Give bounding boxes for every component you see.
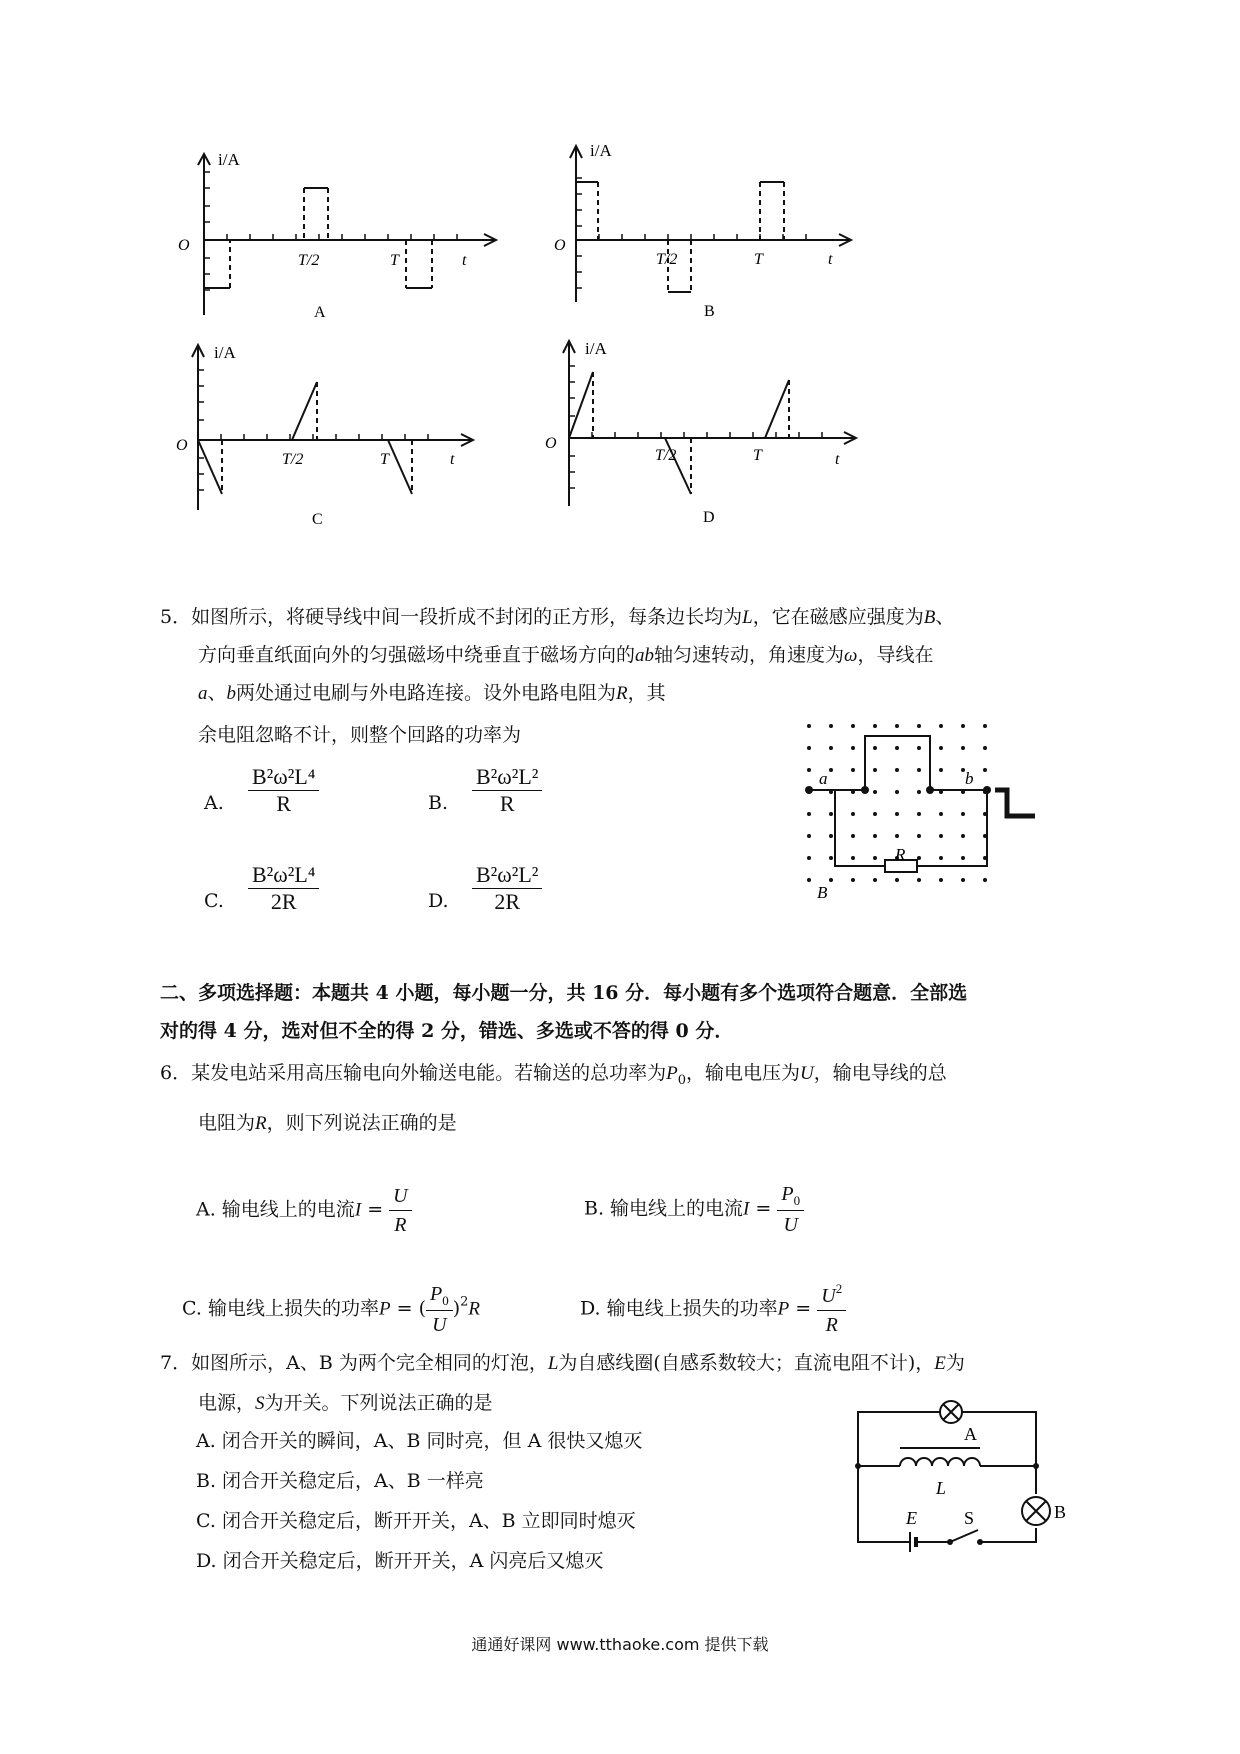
field-dot [939, 812, 943, 816]
y-axis-label: i/A [585, 339, 607, 358]
q6-option-a: A. 输电线上的电流I = $\frac{U}{R}$ [196, 1182, 412, 1239]
field-dot [895, 746, 899, 750]
label-b-field: B [817, 883, 828, 902]
q5-option-a-label: A. [204, 792, 224, 814]
field-dot [851, 724, 855, 728]
field-dot [829, 746, 833, 750]
field-dot [873, 768, 877, 772]
half-period-label: T/2 [656, 251, 678, 268]
origin-label: O [176, 437, 188, 454]
q5-circuit-figure [795, 718, 1055, 908]
label-r: R [895, 845, 906, 864]
origin-label: O [178, 237, 190, 254]
footer: 通通好课网 www.tthaoke.com 提供下载 [471, 1635, 769, 1654]
y-axis-label: i/A [590, 141, 612, 160]
half-period-label: T/2 [298, 252, 320, 269]
field-dot [895, 768, 899, 772]
q7-circuit-figure [840, 1392, 1080, 1562]
field-dot [939, 768, 943, 772]
q6-option-b: B. 输电线上的电流I = $\frac{P_0}{U}$ [584, 1180, 804, 1239]
field-dot [873, 856, 877, 860]
field-dot [917, 878, 921, 882]
y-axis-label: i/A [218, 150, 240, 169]
label-lamp-a: A [964, 1424, 977, 1444]
half-period-label: T/2 [655, 447, 677, 464]
section2-line2: 对的得 4 分，选对但不全的得 2 分，错选、多选或不答的得 0 分． [160, 1020, 734, 1042]
field-dot [917, 790, 921, 794]
half-period-label: T/2 [282, 451, 304, 468]
field-dot [873, 790, 877, 794]
q5-line1: 5．如图所示，将硬导线中间一段折成不封闭的正方形，每条边长均为L，它在磁感应强度为B、 [160, 606, 955, 628]
q5-option-a: $\frac{\text{B²ω²L⁴}}{R}$ [248, 764, 319, 817]
field-dot [807, 812, 811, 816]
field-dot [895, 834, 899, 838]
field-dot [939, 724, 943, 728]
label-b: b [965, 769, 974, 788]
q5-option-d: $\frac{\text{B²ω²L²}}{2R}$ [472, 862, 542, 915]
field-dot [983, 878, 987, 882]
field-dot [983, 768, 987, 772]
field-dot [939, 878, 943, 882]
q6-line1: 6．某发电站采用高压输电向外输送电能。若输送的总功率为$P_0$，输电电压为U，输电导线的总 [160, 1062, 947, 1088]
q5-line3: a、b两处通过电刷与外电路连接。设外电路电阻为R，其 [198, 682, 666, 704]
field-dot [917, 812, 921, 816]
label-switch: S [964, 1508, 975, 1528]
q6-option-c: C. 输电线上损失的功率P = ( $\frac{P_0}{U}$ )$^2$R [182, 1280, 480, 1339]
field-dot [851, 856, 855, 860]
graph-c [170, 340, 510, 540]
graph-label: A [314, 304, 326, 321]
q7-option-a: A. 闭合开关的瞬间，A、B 同时亮，但 A 很快又熄灭 [196, 1430, 643, 1452]
field-dot [983, 746, 987, 750]
field-dot [961, 878, 965, 882]
y-axis-label: i/A [214, 343, 236, 362]
label-lamp-b: B [1054, 1502, 1067, 1522]
graph-a [170, 140, 510, 330]
field-dot [961, 812, 965, 816]
section2-line1: 二、多项选择题：本题共 4 小题，每小题一分，共 16 分．每小题有多个选项符合题意．全部选 [160, 982, 968, 1004]
graph-label: B [704, 303, 715, 320]
field-dot [807, 856, 811, 860]
x-axis-label: t [828, 251, 833, 268]
q7-line2: 电源，S为开关。下列说法正确的是 [198, 1392, 493, 1414]
field-dot [829, 724, 833, 728]
field-dot [807, 834, 811, 838]
field-dot [807, 878, 811, 882]
field-dot [851, 834, 855, 838]
field-dot [961, 834, 965, 838]
field-dot [851, 746, 855, 750]
q5-option-c-label: C. [204, 890, 224, 912]
field-dot [807, 724, 811, 728]
label-a: a [819, 769, 828, 788]
field-dot [895, 724, 899, 728]
label-inductor: L [936, 1478, 947, 1498]
x-axis-label: t [462, 252, 467, 269]
field-dot [873, 834, 877, 838]
field-dot [917, 834, 921, 838]
field-dot [829, 878, 833, 882]
q5-line4: 余电阻忽略不计，则整个回路的功率为 [198, 724, 522, 746]
field-dot [939, 834, 943, 838]
field-dot [895, 878, 899, 882]
field-dot [851, 768, 855, 772]
field-dot [917, 768, 921, 772]
q7-line1: 7．如图所示，A、B 为两个完全相同的灯泡，L为自感线圈(自感系数较大；直流电阻不计)，E为 [160, 1352, 965, 1374]
q5-option-d-label: D. [428, 890, 449, 912]
field-dot [807, 768, 811, 772]
period-label: T [380, 451, 389, 468]
field-dot [873, 746, 877, 750]
field-dot [829, 856, 833, 860]
field-dot [873, 724, 877, 728]
field-dot [939, 856, 943, 860]
q6-line2: 电阻为R，则下列说法正确的是 [198, 1112, 457, 1134]
field-dot [829, 812, 833, 816]
q7-option-c: C. 闭合开关稳定后，断开开关，A、B 立即同时熄灭 [196, 1510, 636, 1532]
field-dot [895, 790, 899, 794]
field-dot [829, 768, 833, 772]
x-axis-label: t [835, 451, 840, 468]
label-source: E [906, 1508, 917, 1528]
field-dot [917, 746, 921, 750]
period-label: T [390, 252, 399, 269]
period-label: T [753, 447, 762, 464]
q5-option-b-label: B. [428, 792, 449, 814]
field-dot [961, 856, 965, 860]
graph-label: C [312, 511, 323, 528]
q5-option-c: $\frac{\text{B²ω²L⁴}}{2R}$ [248, 862, 319, 915]
field-dot [961, 746, 965, 750]
field-dot [895, 812, 899, 816]
field-dot [873, 812, 877, 816]
field-dot [873, 878, 877, 882]
q5-option-b: $\frac{\text{B²ω²L²}}{R}$ [472, 764, 542, 817]
graph-b [548, 140, 888, 330]
q7-option-b: B. 闭合开关稳定后，A、B 一样亮 [196, 1470, 484, 1492]
q7-option-d: D. 闭合开关稳定后，断开开关，A 闪亮后又熄灭 [196, 1550, 604, 1572]
origin-label: O [554, 237, 566, 254]
graph-d [545, 336, 885, 536]
field-dot [829, 834, 833, 838]
graph-label: D [703, 509, 715, 526]
origin-label: O [545, 435, 557, 452]
field-dot [851, 812, 855, 816]
field-dot [983, 724, 987, 728]
field-dot [917, 724, 921, 728]
q6-option-d: D. 输电线上损失的功率P = $\frac{U^2}{R}$ [580, 1280, 846, 1339]
q5-line2: 方向垂直纸面向外的匀强磁场中绕垂直于磁场方向的ab轴匀速转动，角速度为ω，导线在 [198, 644, 934, 666]
x-axis-label: t [450, 451, 455, 468]
period-label: T [754, 251, 763, 268]
field-dot [961, 724, 965, 728]
field-dot [807, 746, 811, 750]
field-dot [939, 746, 943, 750]
field-dot [851, 878, 855, 882]
